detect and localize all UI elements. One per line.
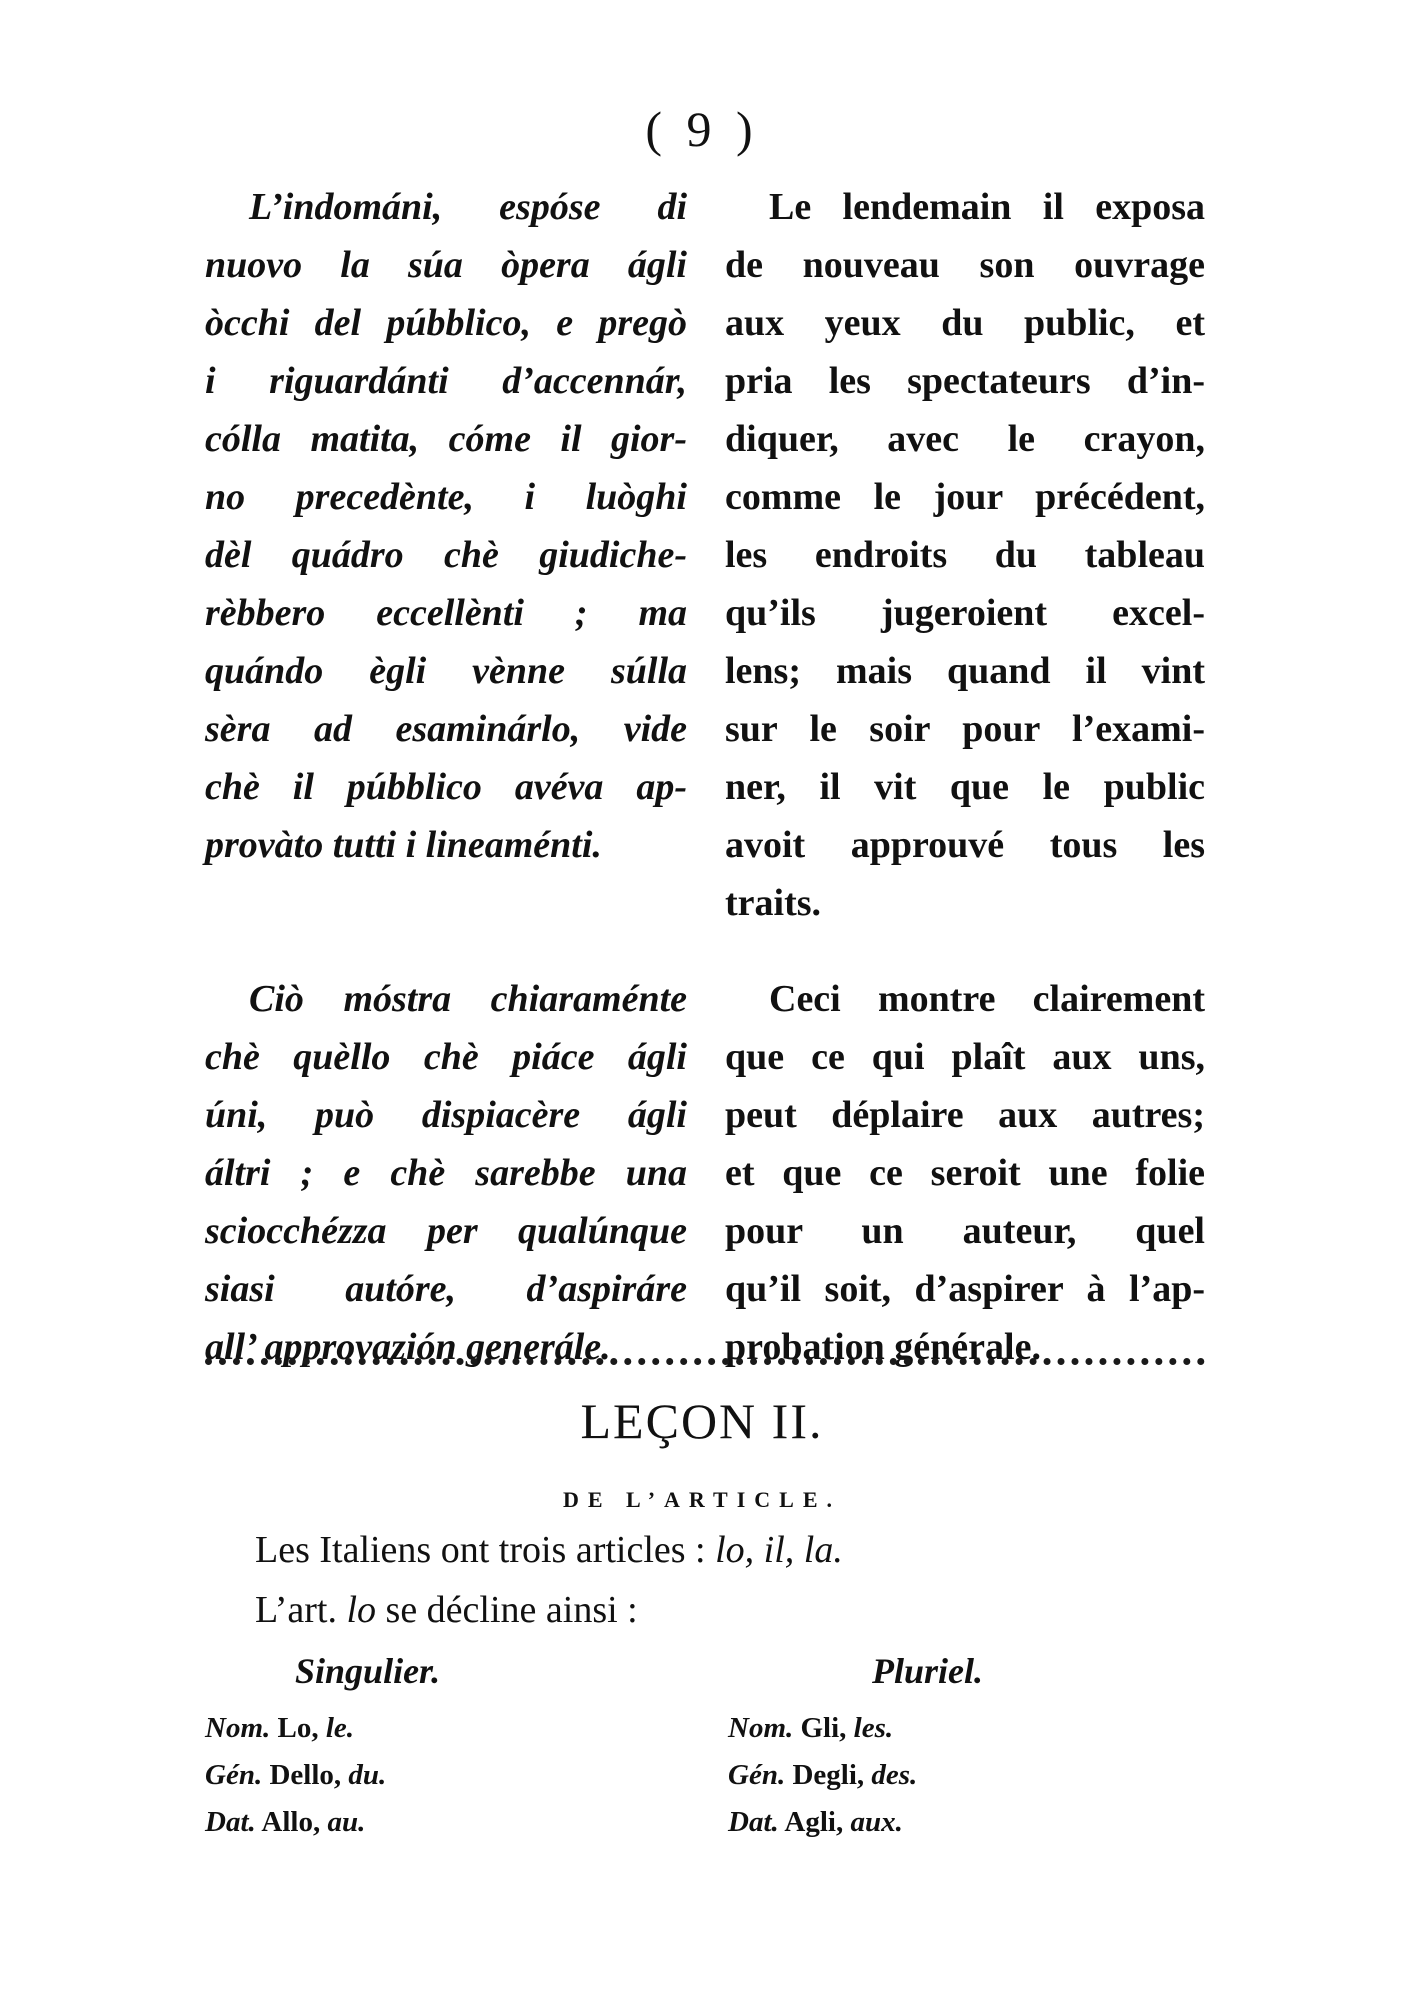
text-line: provàto tutti i lineaménti. — [205, 824, 602, 866]
section-divider — [205, 1358, 1205, 1365]
singular-row-gen — [205, 1759, 386, 1792]
article-form: Allo, — [261, 1806, 321, 1838]
text-line: lens; mais quand il vint — [725, 650, 1205, 692]
text-line: Ciò móstra chiaraménte — [249, 978, 687, 1020]
text-line: sur le soir pour l’exami- — [725, 708, 1205, 750]
italian-column — [205, 178, 687, 932]
lesson-intro-line — [255, 1528, 843, 1572]
paragraph-1 — [205, 178, 1205, 932]
text-line: no precedènte, i luòghi — [205, 476, 687, 518]
text-line: òcchi del púbblico, e pregò — [205, 302, 687, 344]
text-line: qu’il soit, d’aspirer à l’ap- — [725, 1268, 1205, 1310]
paragraph-2 — [205, 970, 1205, 1376]
text-line: quándo ègli vènne súlla — [205, 650, 687, 692]
text-line: et que ce seroit une folie — [725, 1152, 1205, 1194]
text-line: rèbbero eccellènti ; ma — [205, 592, 687, 634]
translation: des. — [871, 1759, 918, 1791]
text-line: comme le jour précédent, — [725, 476, 1205, 518]
article-form: Gli, — [800, 1712, 847, 1744]
article-form: Degli, — [792, 1759, 865, 1791]
text-line: qu’ils jugeroient excel- — [725, 592, 1205, 634]
singular-row-dat — [205, 1806, 365, 1839]
case-label: Dat. — [728, 1806, 779, 1838]
case-label: Gén. — [728, 1759, 786, 1791]
singular-heading: Singulier. — [295, 1651, 441, 1691]
text-line: i riguardánti d’accennár, — [205, 360, 687, 402]
case-label: Nom. — [728, 1712, 794, 1744]
case-label: Nom. — [205, 1712, 271, 1744]
text-line: ner, il vit que le public — [725, 766, 1205, 808]
text-line: dèl quádro chè giudiche- — [205, 534, 687, 576]
translation: du. — [348, 1759, 387, 1791]
case-label: Gén. — [205, 1759, 263, 1791]
case-label: Dat. — [205, 1806, 256, 1838]
declension-prefix: L’art. — [255, 1589, 347, 1631]
text-line: de nouveau son ouvrage — [725, 244, 1205, 286]
declension-suffix: se décline ainsi : — [376, 1589, 638, 1631]
translation: les. — [853, 1712, 894, 1744]
text-line: avoit approuvé tous les — [725, 824, 1205, 866]
text-line: chè quèllo chè piáce ágli — [205, 1036, 687, 1078]
text-line: Le lendemain il exposa — [769, 186, 1205, 228]
text-line: nuovo la súa òpera ágli — [205, 244, 687, 286]
text-line: les endroits du tableau — [725, 534, 1205, 576]
french-column — [725, 970, 1205, 1376]
text-line: que ce qui plaît aux uns, — [725, 1036, 1205, 1078]
page-number: ( 9 ) — [645, 101, 759, 157]
parallel-text — [205, 178, 1205, 1376]
translation: au. — [327, 1806, 366, 1838]
text-line: probation générale. — [725, 1326, 1041, 1368]
intro-articles: lo, il, la. — [715, 1529, 843, 1571]
text-line: peut déplaire aux autres; — [725, 1094, 1205, 1136]
text-line: L’indománi, espóse di — [249, 186, 687, 228]
lesson-declension-line — [255, 1588, 638, 1632]
article-form: Dello, — [269, 1759, 342, 1791]
article-form: Agli, — [784, 1806, 844, 1838]
text-line: sciocchézza per qualúnque — [205, 1210, 687, 1252]
text-line: pour un auteur, quel — [725, 1210, 1205, 1252]
article-form: Lo, — [277, 1712, 319, 1744]
text-line: traits. — [725, 882, 822, 924]
plural-row-gen — [728, 1759, 917, 1792]
singular-row-nom — [205, 1712, 354, 1745]
french-column — [725, 178, 1205, 932]
text-line: siasi autóre, d’aspiráre — [205, 1268, 687, 1310]
text-line: áltri ; e chè sarebbe una — [205, 1152, 687, 1194]
text-line: úni, può dispiacère ágli — [205, 1094, 687, 1136]
text-line: cólla matita, cóme il gior- — [205, 418, 687, 460]
plural-row-dat — [728, 1806, 903, 1839]
text-line: all’ approvazión generále. — [205, 1326, 611, 1368]
text-line: Ceci montre clairement — [769, 978, 1205, 1020]
text-line: sèra ad esaminárlo, vide — [205, 708, 687, 750]
italian-column — [205, 970, 687, 1376]
plural-row-nom — [728, 1712, 893, 1745]
intro-text: Les Italiens ont trois articles : — [255, 1529, 716, 1571]
text-line: diquer, avec le crayon, — [725, 418, 1205, 460]
text-line: pria les spectateurs d’in- — [725, 360, 1205, 402]
translation: le. — [325, 1712, 355, 1744]
lesson-title: LEÇON II. — [580, 1393, 824, 1449]
declension-article: lo — [346, 1589, 377, 1631]
text-line: aux yeux du public, et — [725, 302, 1205, 344]
plural-heading: Pluriel. — [872, 1651, 984, 1691]
lesson-subtitle: DE L’ARTICLE. — [562, 1487, 841, 1512]
text-line: chè il púbblico avéva ap- — [205, 766, 687, 808]
translation: aux. — [850, 1806, 903, 1838]
